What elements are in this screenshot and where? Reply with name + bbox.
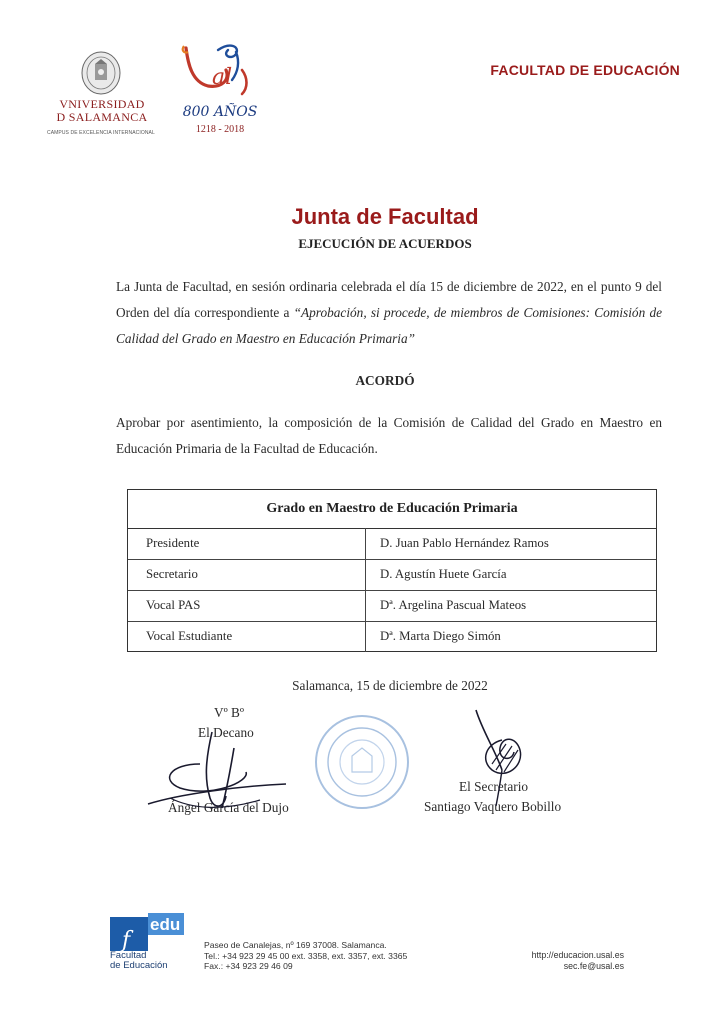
- secretary-name: Santiago Vaquero Bobillo: [424, 799, 562, 814]
- table-header: Grado en Maestro de Educación Primaria: [128, 490, 656, 529]
- university-seal-icon: [80, 50, 122, 96]
- footer-contact: [480, 950, 624, 971]
- anniversary-years: 1218 - 2018: [195, 124, 245, 135]
- university-name-line1: VNIVERSIDAD: [59, 97, 145, 111]
- faculty-logo-label-line1: Facultad: [110, 950, 147, 961]
- session-paragraph: [116, 274, 662, 352]
- table-row: [128, 590, 656, 622]
- document-subtitle: EJECUCIÓN DE ACUERDOS: [298, 236, 472, 251]
- edu-logo-text: edu: [150, 915, 181, 934]
- secretary-role: El Secretario: [459, 779, 529, 794]
- dean-signature-icon: [140, 728, 290, 820]
- dean-role: El Decano: [198, 725, 254, 740]
- svg-text:al: al: [212, 65, 233, 90]
- session-paragraph-text: La Junta de Facultad, en sesión ordinaria celebrada el día 15 de diciembre de 2022, en el punto 9 del Orden del día correspondiente a: [116, 279, 662, 320]
- fax-line: Fax.: +34 923 29 46 09: [204, 961, 293, 971]
- phone-line: Tel.: +34 923 29 45 00 ext. 3358, ext. 3357, ext. 3365: [204, 950, 408, 961]
- role-cell: Secretario: [128, 559, 366, 590]
- dean-name: Ángel García del Dujo: [168, 800, 289, 815]
- role-cell: Vocal Estudiante: [128, 621, 366, 652]
- agenda-item-quote: “Aprobación, si procede, de miembros de Comisiones: Comisión de Calidad del Grado en Maestro en Educación Primaria”: [116, 305, 662, 346]
- website-link[interactable]: http://educacion.usal.es: [531, 950, 624, 960]
- person-cell: D. Agustín Huete García: [380, 567, 507, 581]
- committee-table: [127, 489, 657, 652]
- document-title: Junta de Facultad: [291, 204, 479, 229]
- svg-text:f: f: [122, 928, 131, 951]
- faculty-logo-label-line2: de Educación: [110, 960, 168, 971]
- footer-address: [204, 940, 407, 972]
- place-date: Salamanca, 15 de diciembre de 2022: [292, 678, 488, 693]
- person-cell: Dª. Argelina Pascual Mateos: [380, 598, 527, 612]
- faculty-stamp-icon: [312, 712, 412, 812]
- role-cell: Presidente: [128, 528, 366, 559]
- resolution-heading: ACORDÓ: [355, 373, 415, 388]
- approval-mark: Vº Bº: [214, 705, 245, 720]
- role-cell: Vocal PAS: [128, 590, 366, 621]
- anniversary-logo-icon: [178, 40, 262, 102]
- anniversary-text: 800 AÑOS: [182, 104, 258, 120]
- university-subtitle: CAMPUS DE EXCELENCIA INTERNACIONAL: [47, 130, 155, 136]
- table-row: [128, 621, 656, 652]
- table-row: [128, 528, 656, 560]
- faculty-education-logo-icon: [110, 913, 184, 951]
- resolution-paragraph: Aprobar por asentimiento, la composición de la Comisión de Calidad del Grado en Maestro en Educación Primaria de la Facultad de Educación.: [116, 415, 662, 456]
- faculty-header: FACULTAD DE EDUCACIÓN: [490, 62, 680, 78]
- email-link[interactable]: sec.fe@usal.es: [563, 960, 624, 971]
- address-line: Paseo de Canalejas, nº 169 37008. Salamanca.: [204, 940, 387, 950]
- person-cell: D. Juan Pablo Hernández Ramos: [380, 536, 549, 550]
- university-name-line2: D SALAMANCA: [56, 110, 148, 124]
- secretary-signature-icon: [462, 700, 542, 810]
- person-cell: Dª. Marta Diego Simón: [380, 629, 501, 643]
- faculty-logo-label: [110, 951, 168, 971]
- table-row: [128, 559, 656, 591]
- university-name: [52, 98, 152, 124]
